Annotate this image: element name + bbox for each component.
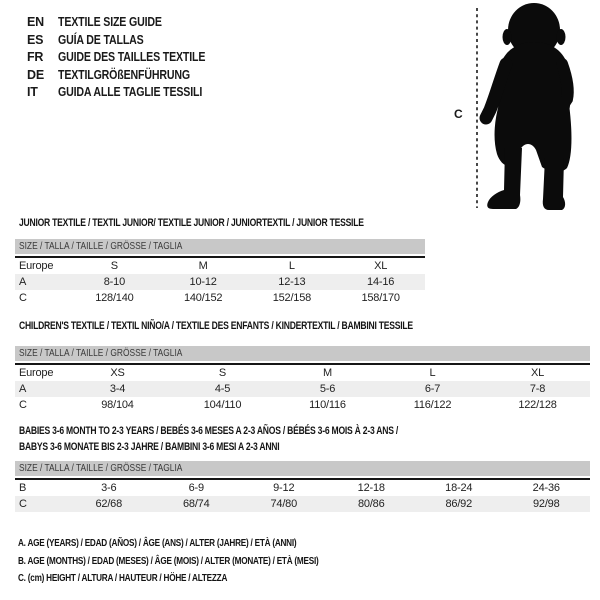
table-cell: 9-12 (273, 482, 295, 494)
table-cell: 6-9 (188, 482, 204, 494)
language-label: TEXTILE SIZE GUIDE (58, 15, 162, 29)
footnote-c: C. (cm) HEIGHT / ALTURA / HAUTEUR / HÖHE / ALTEZZA (18, 572, 228, 585)
table-cell: 86/92 (445, 498, 473, 510)
table-cell: 3-4 (109, 383, 126, 395)
section-title-babies-line2: BABYS 3-6 MONATE BIS 2-3 JAHRE / BAMBINI 3-6 MESI A 2-3 ANNI (19, 440, 280, 453)
figure-measure-label-c: C (454, 107, 463, 121)
language-row-en (27, 14, 231, 32)
table-cell: XL (374, 260, 388, 272)
table-cell: 3-6 (101, 482, 117, 494)
row-label: A (19, 276, 27, 288)
language-label: GUIDA ALLE TAGLIE TESSILI (58, 85, 203, 100)
table-cell: 128/140 (95, 292, 134, 304)
baby-silhouette (486, 3, 571, 210)
footnote-b: B. AGE (MONTHS) / EDAD (MESES) / ÂGE (MOIS) / ALTER (MONATE) / ETÀ (MESI) (18, 554, 319, 567)
table-row (15, 496, 590, 512)
language-row-fr (27, 49, 231, 67)
table-cell: 12-18 (357, 482, 385, 494)
section-title-babies-line1: BABIES 3-6 MONTH TO 2-3 YEARS / BEBÉS 3-6 MESES A 2-3 AÑOS / BÉBÉS 3-6 MOIS À 2-3 ANS / (19, 425, 399, 437)
table-cell: 104/110 (203, 399, 242, 411)
language-label: TEXTILGRÖßENFÜHRUNG (58, 67, 190, 82)
table-cell: M (198, 260, 208, 272)
table-cell: 152/158 (272, 292, 312, 304)
language-code: DE (27, 67, 44, 82)
size-header-bar (15, 346, 590, 361)
table-cell: 10-12 (189, 276, 217, 288)
language-row-it (27, 84, 231, 102)
children-size-table (15, 346, 590, 413)
table-cell: 98/104 (101, 399, 134, 411)
table-cell: L (288, 260, 295, 272)
table-row (15, 365, 590, 381)
table-cell: 92/98 (532, 498, 560, 510)
table-cell: 62/68 (95, 498, 123, 510)
table-row (15, 258, 425, 274)
table-cell: 5-6 (319, 383, 336, 395)
baby-ear-left (503, 29, 512, 45)
row-label: A (19, 383, 27, 395)
height-figure (450, 0, 600, 215)
table-row (15, 274, 425, 290)
table-cell: 24-36 (532, 482, 560, 494)
table-cell: XS (110, 367, 125, 379)
table-cell: M (323, 367, 332, 379)
table-cell: 6-7 (424, 383, 441, 395)
footnotes (18, 535, 403, 588)
table-cell: L (429, 367, 436, 379)
language-label: GUIDE DES TAILLES TEXTILE (58, 50, 206, 65)
size-header-text: SIZE / TALLA / TAILLE / GRÖSSE / TAGLIA (19, 462, 183, 474)
row-label: Europe (19, 260, 54, 272)
language-label: GUÍA DE TALLAS (58, 32, 144, 47)
size-header-text: SIZE / TALLA / TAILLE / GRÖSSE / TAGLIA (19, 347, 183, 359)
table-cell: 116/122 (413, 399, 452, 411)
language-code: IT (27, 85, 38, 100)
babies-size-table (15, 461, 590, 512)
table-cell: 122/128 (518, 399, 557, 411)
row-label: B (19, 482, 27, 494)
table-row (15, 290, 425, 306)
table-cell: S (218, 367, 227, 379)
language-code: FR (27, 50, 44, 65)
language-row-es (27, 32, 231, 50)
table-cell: 110/116 (309, 399, 346, 411)
table-cell: 12-13 (278, 276, 306, 288)
row-label: C (19, 292, 27, 304)
language-row-de (27, 67, 231, 85)
section-title-babies (19, 424, 398, 455)
table-cell: 14-16 (367, 276, 395, 288)
row-label: Europe (19, 367, 54, 379)
table-cell: 4-5 (214, 383, 231, 395)
table-row (15, 381, 590, 397)
toddler-figure-svg (450, 0, 600, 215)
section-title-children: CHILDREN'S TEXTILE / TEXTIL NIÑO/A / TEXTILE DES ENFANTS / KINDERTEXTIL / BAMBINI TESSILE (19, 320, 413, 332)
table-cell: 140/152 (183, 292, 223, 304)
table-cell: XL (530, 367, 545, 379)
language-code: EN (27, 15, 44, 29)
table-cell: 68/74 (182, 498, 210, 510)
language-list (27, 14, 231, 102)
table-cell: S (110, 260, 118, 272)
language-code: ES (27, 32, 44, 47)
size-header-text: SIZE / TALLA / TAILLE / GRÖSSE / TAGLIA (19, 240, 183, 252)
section-title-junior: JUNIOR TEXTILE / TEXTIL JUNIOR/ TEXTILE JUNIOR / JUNIORTEXTIL / JUNIOR TESSILE (19, 217, 364, 229)
size-header-bar (15, 239, 425, 254)
table-cell: 158/170 (361, 292, 400, 304)
table-cell: 80/86 (357, 498, 385, 510)
table-row (15, 480, 590, 496)
baby-ear-right (557, 29, 566, 45)
row-label: C (19, 399, 27, 411)
footnote-a: A. AGE (YEARS) / EDAD (AÑOS) / ÂGE (ANS) / ALTER (JAHRE) / ETÀ (ANNI) (18, 537, 297, 549)
baby-leg-right (543, 158, 565, 210)
junior-size-table (15, 239, 425, 306)
table-cell: 18-24 (445, 482, 473, 494)
row-label: C (19, 498, 27, 510)
table-cell: 8-10 (103, 276, 125, 288)
size-header-bar (15, 461, 590, 476)
table-row (15, 397, 590, 413)
table-cell: 7-8 (529, 383, 546, 395)
table-cell: 74/80 (270, 498, 298, 510)
